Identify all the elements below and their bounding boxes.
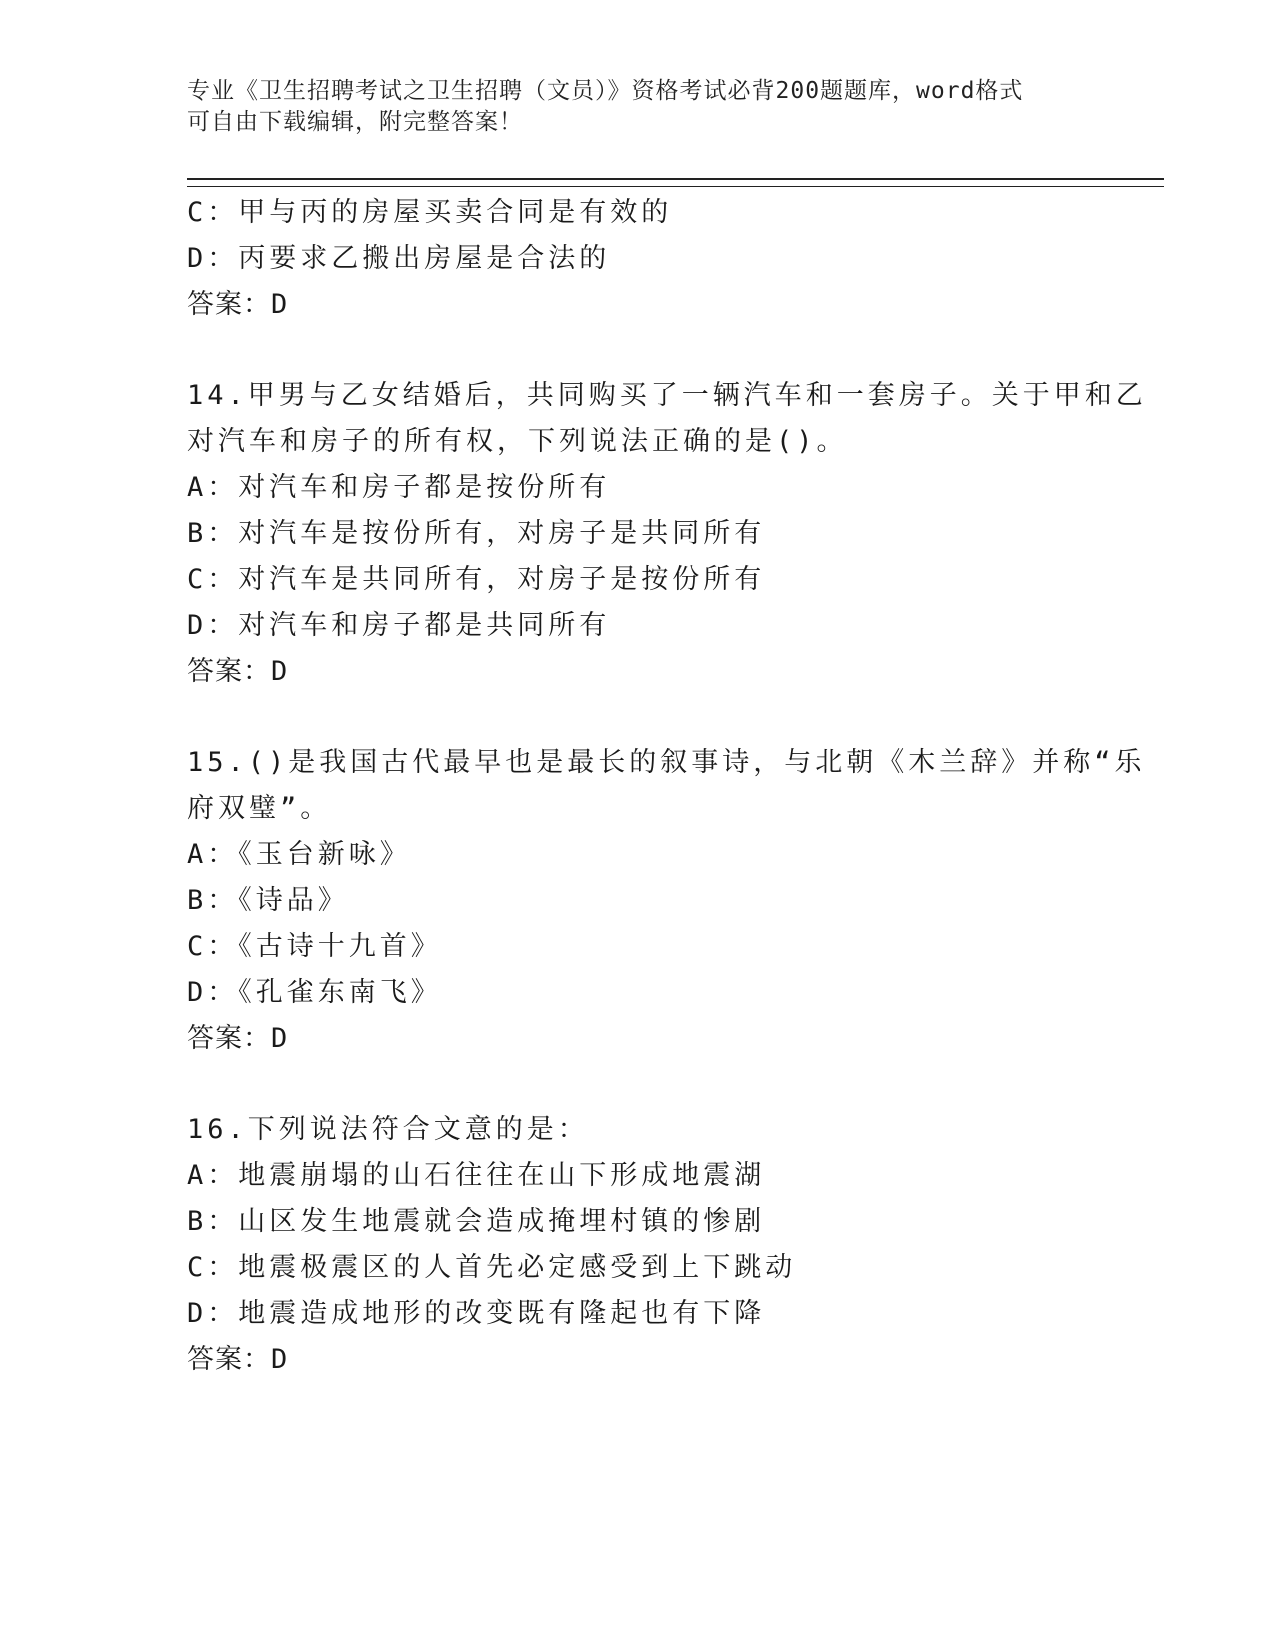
- question-stem-line: 府双璧”。: [187, 793, 332, 824]
- answer-label: 答案：: [187, 1344, 271, 1375]
- spacer: [187, 328, 1087, 373]
- answer-label: 答案：: [187, 1023, 271, 1054]
- option-d: D：对汽车和房子都是共同所有: [187, 610, 611, 641]
- option-d: D：地震造成地形的改变既有隆起也有下降: [187, 1298, 766, 1329]
- option-b: B：对汽车是按份所有，对房子是共同所有: [187, 518, 766, 549]
- header-title-line-2: 可自由下载编辑，附完整答案！: [187, 109, 523, 135]
- option-c: C：甲与丙的房屋买卖合同是有效的: [187, 197, 673, 228]
- answer-label: 答案：: [187, 656, 271, 687]
- answer-label: 答案：: [187, 289, 271, 320]
- option-c: C：对汽车是共同所有，对房子是按份所有: [187, 564, 766, 595]
- question-stem-line: 15.()是我国古代最早也是最长的叙事诗，与北朝《木兰辞》并称“乐: [187, 747, 1146, 778]
- option-a: A：对汽车和房子都是按份所有: [187, 472, 611, 503]
- document-header: [187, 76, 1087, 138]
- option-b: B：《诗品》: [187, 885, 349, 916]
- spacer: [187, 1062, 1087, 1107]
- answer-line: [187, 282, 1087, 328]
- question-stem-line: 14.甲男与乙女结婚后，共同购买了一辆汽车和一套房子。关于甲和乙: [187, 380, 1147, 411]
- question-stem-line: 对汽车和房子的所有权，下列说法正确的是()。: [187, 426, 848, 457]
- question-block-13: [187, 190, 1087, 328]
- option-c: C：《古诗十九首》: [187, 931, 442, 962]
- answer-line: [187, 1337, 1087, 1383]
- question-block-15: [187, 740, 1146, 1062]
- question-list: [187, 190, 1147, 1383]
- header-title-line-1: 专业《卫生招聘考试之卫生招聘（文员）》资格考试必背200题题库，word格式: [187, 78, 1024, 104]
- question-stem-line: 16.下列说法符合文意的是：: [187, 1114, 589, 1145]
- spacer: [187, 695, 1087, 740]
- option-b: B：山区发生地震就会造成掩埋村镇的惨剧: [187, 1206, 766, 1237]
- answer-line: [187, 1016, 1087, 1062]
- answer-value: D: [271, 1023, 289, 1054]
- answer-value: D: [271, 289, 289, 320]
- answer-line: [187, 649, 1087, 695]
- option-a: A：《玉台新咏》: [187, 839, 411, 870]
- answer-value: D: [271, 1344, 289, 1375]
- answer-value: D: [271, 656, 289, 687]
- option-c: C：地震极震区的人首先必定感受到上下跳动: [187, 1252, 797, 1283]
- header-divider: [187, 178, 1164, 187]
- option-a: A：地震崩塌的山石往往在山下形成地震湖: [187, 1160, 766, 1191]
- question-block-14: [187, 373, 1147, 695]
- option-d: D：丙要求乙搬出房屋是合法的: [187, 243, 611, 274]
- question-block-16: [187, 1107, 1087, 1383]
- option-d: D：《孔雀东南飞》: [187, 977, 442, 1008]
